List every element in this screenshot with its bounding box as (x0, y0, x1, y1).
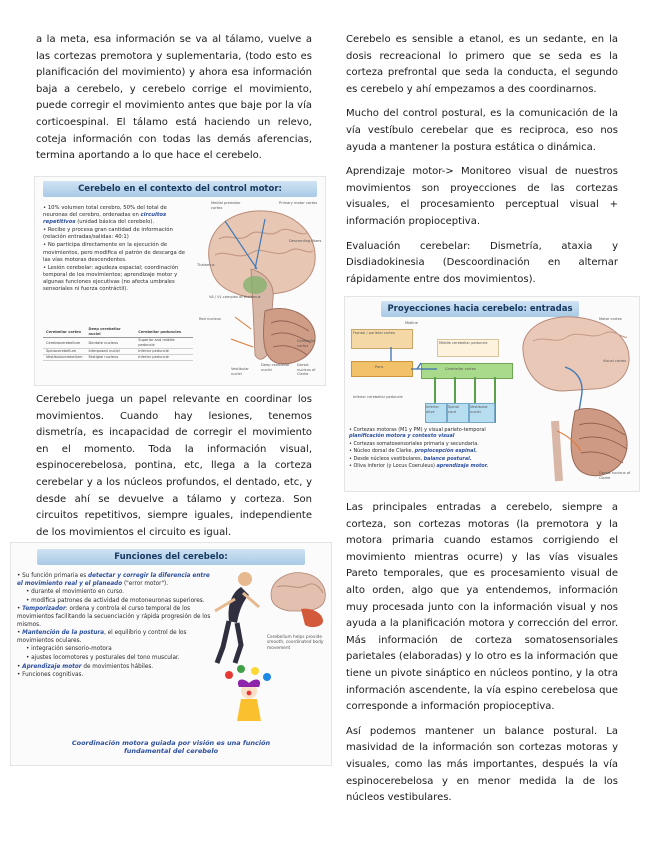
bullet-item: • Mantención de la postura, el equilibrio y control de los movimientos oculares. (17, 630, 187, 644)
label-midline: Midline (405, 321, 418, 325)
right-column (346, 32, 618, 296)
right-column-lower (346, 500, 618, 815)
right-paragraph-6: Así podemos mantener un balance postural. La masividad de la información son cortezas motoras y visuales, como las más importantes, después la vía espinocerebelosa y en menor medida la de los núcleos vestibulares. (346, 725, 618, 804)
bullet-item: • Lesión cerebelar: agudeza espacial; coordinación temporal de los movimientos; aprendizaje motor y algunas funciones ejecutivas (no afecta umbrales sensoriales ni fuerza contráctil). (43, 264, 179, 293)
sub-bullet-item: • modifica patrones de actividad de motoneuronas superiores. (26, 597, 205, 604)
right-paragraph-3: Aprendizaje motor-> Monitoreo visual de nuestros movimientos son proyecciones de las cortezas visuales, el procesamiento perceptual visual + información propioceptiva. (346, 166, 618, 227)
sub-bullet-item: • ajustes locomotores y posturales del tono muscular. (26, 654, 180, 661)
right-paragraph-1: Cerebelo es sensible a etanol, es un sedante, en la dosis recreacional lo primero que se seda es la corteza prefrontal que seda la conducta, el segundo es cerebelo y ahí empezamos a des coordinarnos. (346, 34, 618, 95)
cerebellum-note: Cerebellum helps provide smooth, coordinated body movement (267, 635, 324, 651)
brain-cerebellum-illustration (267, 569, 329, 629)
label-frontal-parietal: Frontal / parietal cortex (353, 331, 396, 335)
bullet-item: • Núcleo dorsal de Clarke, propiocepción espinal. (349, 448, 477, 455)
left-column-lower (36, 392, 312, 549)
left-paragraph-2: Cerebelo juega un papel relevante en coordinar los movimientos. Cuando hay lesiones, tenemos dismetría, es incapacidad de corregir el movimiento en el momento. Toda la información visual, espinocerebelosa, pontina, etc, llega a la corteza cerebelar y a los núcleos profundos, el dentado, etc, y desde ahí se devuelve a tálamo y corteza. Son circuitos repetitivos, siempre iguales, independiente de los movimientos el circuito es igual. (36, 394, 312, 538)
label-va-vl-thalamus: VA / VL complex of thalamus (209, 295, 261, 299)
table-row: Spinocerebellum Interposed nuclei Inferior peduncle (43, 349, 193, 355)
label-motor-cortex: Motor cortex (599, 317, 622, 321)
slide-title: Cerebelo en el contexto del control motor: (43, 181, 317, 197)
bullet-item: • Cortezas somatosensoriales primaria y secundaria. (349, 440, 479, 447)
label-clarke: Dorsal nucleus of Clarke (297, 363, 316, 376)
label-inferior-olive: Inferior olive (426, 405, 439, 414)
table-row: Cerebellar cortex Deep cerebellar nuclei Cerebellar peduncles (43, 327, 193, 338)
label-primary-motor: Primary motor cortex (279, 201, 318, 205)
bullet-item: • 10% volumen total cerebro, 50% del total de neuronas del cerebro, ordenadas en circuitos repetitivos (unidad básica del cerebelo). (43, 205, 167, 226)
bullet-item: • Oliva inferior (y Locus Coeruleus) aprendizaje motor. (349, 463, 489, 470)
label-middle-peduncle: Middle cerebellar peduncle (439, 341, 488, 345)
label-dorsal-clarke: Dorsal nucleus of Clarke (599, 471, 631, 480)
brain-projection-illustration (515, 311, 637, 485)
juggling-clown-illustration (221, 665, 281, 725)
label-thalamus: Thalamus (197, 263, 215, 267)
label-pons: Pons (375, 365, 384, 369)
bullet-item: • Su función primaria es detectar y corregir la diferencia entre el movimiento real y el planeado ("error motor"). (17, 573, 210, 587)
right-paragraph-2: Mucho del control postural, es la comunicación de la vía vestíbulo cerebelar que es reciproca, eso nos ayuda a mantener la postura estática o dinámica. (346, 108, 618, 153)
slide-proyecciones-cerebelo (344, 296, 640, 492)
bullet-item: • Recibe y procesa gran cantidad de información (relación entradas/salidas: 40:1) (43, 227, 173, 241)
bullet-item: • Temporizador: ordena y controla el curso temporal de los movimientos facilitando la secuenciación y rápida progresión de los mismos. (17, 606, 211, 628)
person-balance-illustration (207, 567, 267, 667)
label-visual-cortex: Visual cortex (603, 359, 627, 363)
left-column (36, 32, 312, 173)
label-cerebellar-cortex: Cerebellar cortex (445, 367, 476, 371)
slide-bullets (17, 573, 213, 681)
slide-caption: Coordinación motora guiada por visión es una función fundamental del cerebelo (71, 739, 271, 755)
right-paragraph-5: Las principales entradas a cerebelo, siempre a corteza, son cortezas motoras (la premotora y la motora primaria cuando estamos corrigiendo el movimiento mientras ocurre) y las vías visuales Pareto temporales, que es procesamiento visual de alto orden, algo que ya entendemos, información muy procesada junto con la información visual y nos ayuda a la planificación motora y corrección del error. Más información de corteza somatosensoriales parietales (elaboradas) y lo otro es la información que tiene un pivote sináptico en núcleos pontino, y la otra información ascendente, la vía espino cerebelosa que corresponde a información propioceptiva. (346, 502, 618, 713)
bullet-item: • Funciones cognitivas. (17, 672, 84, 679)
slide-cerebelo-control-motor (34, 176, 326, 386)
label-cerebellar-cortex: Cerebellar cortex (297, 339, 316, 348)
label-vestibular: Vestibular nuclei (231, 367, 249, 376)
slide-bullets (349, 427, 519, 470)
brain-sagittal-illustration (195, 199, 323, 381)
sub-bullet-item: • durante el movimiento en curso. (26, 589, 125, 596)
bullet-item: • Cortezas motoras (M1 y PM) y visual parieto-temporal planificación motora y contexto visual (349, 427, 486, 440)
bullet-item: • Aprendizaje motor de movimientos hábiles. (17, 663, 154, 670)
right-paragraph-4: Evaluación cerebelar: Dismetría, ataxia y Disdiadokinesia (Descoordinación en alternar rápidamente entre dos movimientos). (346, 240, 618, 285)
label-red-nucleus: Red nucleus (199, 317, 221, 321)
sub-bullet-item: • integración sensorio-motora (26, 646, 112, 653)
label-spinal-cord: Spinal cord (448, 405, 460, 414)
bullet-item: • No participa directamente en la ejecución de movimientos, pero modifica el patrón de descarga de las vías motoras descendentes. (43, 242, 186, 263)
bullet-item: • Desde núcleos vestibulares, balance postural. (349, 455, 472, 462)
label-vestibular-nuclei: Vestibular nuclei (470, 405, 488, 414)
slide-title: Funciones del cerebelo: (37, 549, 305, 565)
slide-funciones-cerebelo (10, 542, 332, 766)
label-inferior-peduncle: Inferior cerebellar peduncle (353, 395, 403, 399)
left-paragraph-1: a la meta, esa información se va al tálamo, vuelve a las cortezas premotora y suplementaria, (todo esto es planificación del movimiento) y ahora esa información baja a cerebelo, y cerebelo corrige el movimiento, puede corregir el movimiento antes que baje por la vía corticoespinal. El tálamo está haciendo un relevo, coteja información con todas las demás aferencias, termina aportando a lo que hace el cerebelo. (36, 34, 312, 162)
label-medial-premotor: Medial premotor cortex (211, 201, 241, 210)
table-row: Vestibulocerebellum Fastigial nucleus Inferior peduncle (43, 355, 193, 361)
slide-bullets (43, 205, 191, 294)
label-deep-nuclei: Deep cerebellar nuclei (261, 363, 290, 372)
cerebellum-divisions-table (43, 327, 193, 361)
table-row: Cerebrocerebellum Dentate nucleus Superior and middle peduncle (43, 338, 193, 349)
slide-title: Proyecciones hacia cerebelo: entradas (381, 301, 579, 317)
label-descending-fibers: Descending fibers (289, 239, 322, 243)
